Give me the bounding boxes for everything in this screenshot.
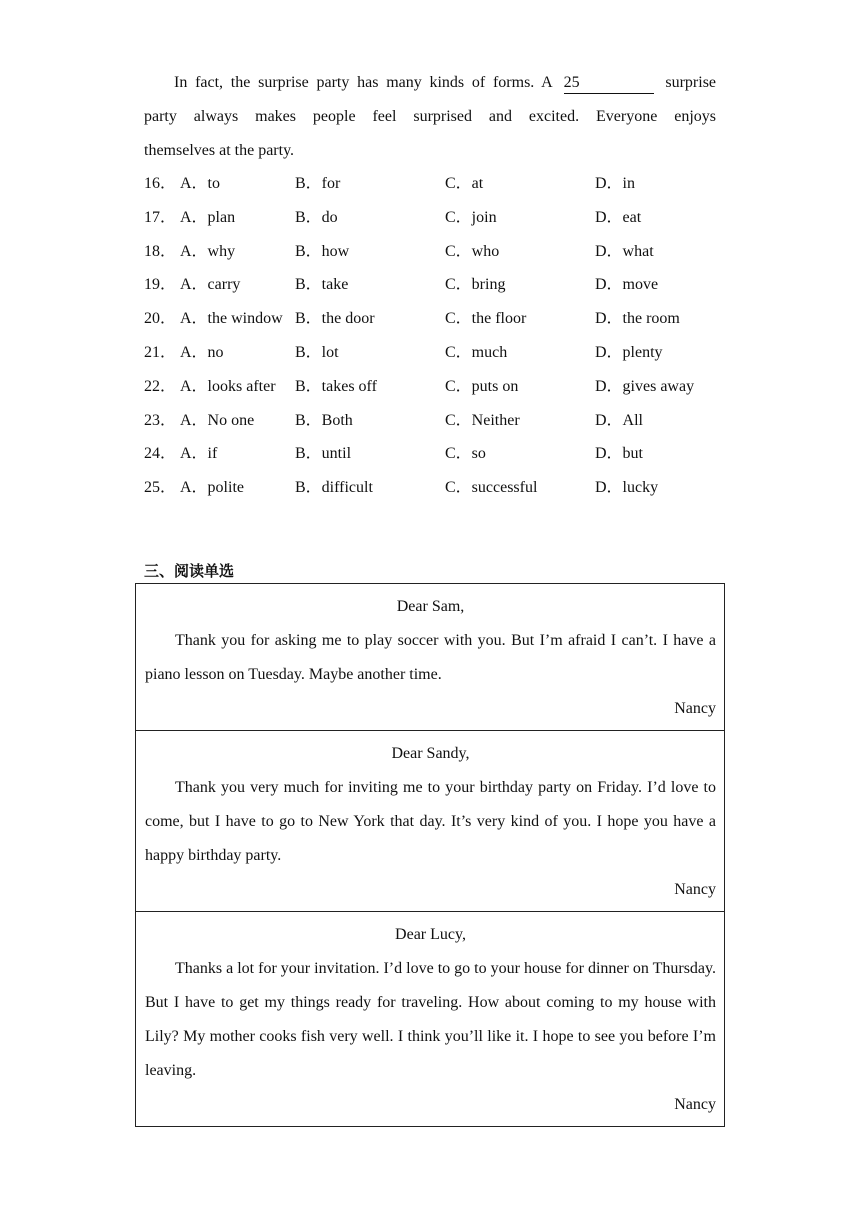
option-b: B．the door [295,310,375,328]
option-d: D．gives away [595,377,695,395]
option-c: C．successful [445,479,538,497]
option-c: C．join [445,208,497,226]
option-b: B．take [295,276,349,294]
option-b: B．how [295,242,350,260]
option-a: A．plan [180,208,236,226]
option-a: A．carry [180,276,241,294]
letter-body-text: Thanks a lot for your invitation. I’d love to go to your house for dinner on Thursday. But I have to get my things ready for traveling. How about coming to my house with Lily? My mother cooks fish very well. I think you’ll like it. I hope to see you before I’m leaving. [145,960,716,1079]
question-number: 20． [144,310,177,328]
letter-salutation: Dear Sandy, [391,745,470,762]
option-d: D．in [595,175,636,192]
question-number: 25． [144,479,177,497]
question-row [144,235,744,269]
letter-salutation: Dear Sam, [396,598,465,615]
question-row [144,370,744,404]
cloze-passage-ending [144,66,716,168]
question-row [144,302,744,336]
question-row [144,336,744,370]
question-row [144,268,744,302]
option-d: D．lucky [595,479,659,497]
letter-box [136,730,724,911]
question-row [144,201,744,235]
letter-box [136,584,724,730]
letter-body [145,771,716,873]
option-d: D．eat [595,208,642,226]
question-number: 16． [144,175,177,192]
option-d: D．what [595,242,654,260]
option-a: A．no [180,343,224,361]
option-a: A．to [180,175,221,192]
option-b: B．until [295,445,352,463]
question-number: 23． [144,411,177,429]
letters-table [135,583,725,1127]
question-number: 18． [144,242,177,260]
letter-signature: Nancy [674,1096,716,1113]
option-d: D．the room [595,310,680,328]
option-a: A．if [180,445,218,463]
question-row [144,167,744,201]
passage-line-1 [144,66,716,100]
option-b: B．lot [295,343,339,361]
letter-salutation: Dear Lucy, [395,926,466,943]
option-b: B．difficult [295,479,373,497]
passage-text: surprise [665,74,717,91]
option-c: C．puts on [445,377,519,395]
question-number: 17． [144,208,177,226]
question-number: 22． [144,377,177,395]
option-a: A．No one [180,411,255,429]
letter-body-text: Thank you very much for inviting me to your birthday party on Friday. I’d love to come, but I have to go to New York that day. It’s very kind of you. I hope you have a happy birthday party. [145,779,716,864]
option-b: B．takes off [295,377,377,395]
option-d: D．plenty [595,343,663,361]
letter-signature: Nancy [674,700,716,717]
passage-line-2: party always makes people feel surprised and excited. Everyone enjoys [144,108,716,125]
question-number: 19． [144,276,177,294]
question-number: 24． [144,445,177,463]
answer-options-list [144,167,744,505]
option-c: C．Neither [445,411,520,429]
option-d: D．All [595,411,644,429]
letter-signature: Nancy [674,881,716,898]
section-heading: 三、阅读单选 [144,562,235,580]
option-c: C．at [445,175,484,192]
option-a: A．polite [180,479,244,497]
option-b: B．for [295,175,341,192]
option-c: C．so [445,445,486,463]
option-d: D．move [595,276,659,294]
question-row [144,471,744,505]
passage-line-3: themselves at the party. [144,142,295,159]
question-row [144,437,744,471]
option-c: C．much [445,343,508,361]
option-d: D．but [595,445,644,463]
option-a: A．looks after [180,377,276,395]
option-b: B．Both [295,411,353,429]
option-a: A．the window [180,310,283,328]
option-c: C．the floor [445,310,527,328]
letter-body-text: Thank you for asking me to play soccer with you. But I’m afraid I can’t. I have a piano lesson on Tuesday. Maybe another time. [145,632,716,683]
option-a: A．why [180,242,236,260]
option-c: C．who [445,242,500,260]
blank-25: 25 [564,73,654,94]
question-row [144,404,744,438]
question-number: 21． [144,343,177,361]
letter-body [145,624,716,692]
passage-text: In fact, the surprise party has many kinds of forms. A [174,74,552,91]
option-b: B．do [295,208,338,226]
letter-box [136,911,724,1126]
option-c: C．bring [445,276,506,294]
letter-body [145,952,716,1088]
